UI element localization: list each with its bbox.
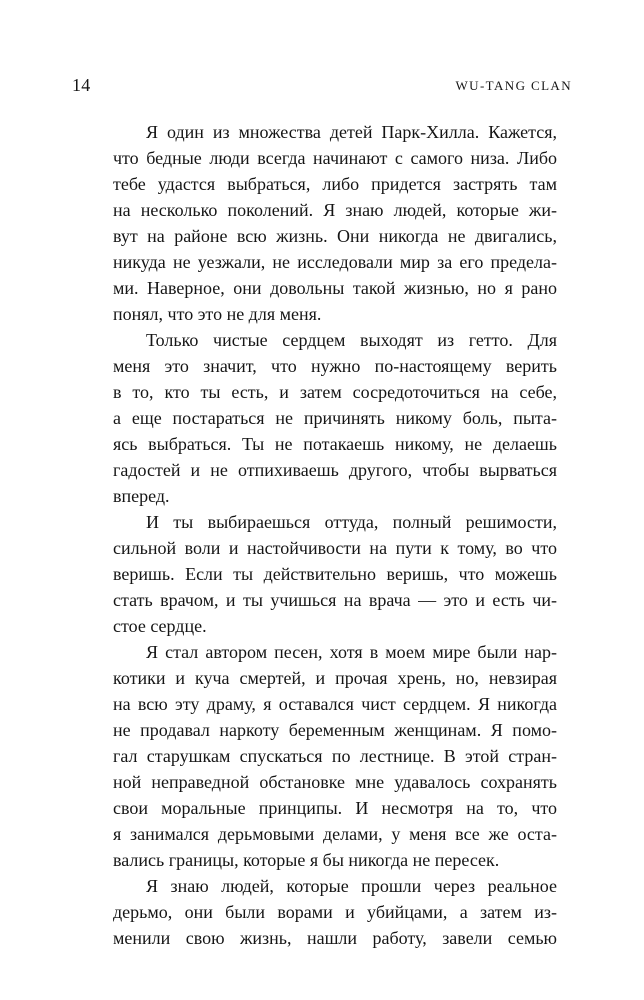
text-line: дерьмо, они были ворами и убийцами, а затем из-	[113, 902, 557, 922]
text-line: сильной воли и настойчивости на пути к тому, во что	[113, 538, 557, 558]
text-line: тебе удастся выбраться, либо придется застрять там	[113, 174, 557, 194]
text-line: вут на районе всю жизнь. Они никогда не двигались,	[113, 226, 557, 246]
text-line: я занимался дерьмовыми делами, у меня все же оста-	[113, 824, 557, 844]
text-line: менили свою жизнь, нашли работу, завели семью	[113, 928, 557, 948]
text-line: в то, кто ты есть, и затем сосредоточиться на себе,	[113, 382, 557, 402]
text-line: ясь выбраться. Ты не потакаешь никому, не делаешь	[113, 434, 557, 454]
text-line: вперед.	[113, 486, 170, 506]
text-line: Я знаю людей, которые прошли через реальное	[146, 876, 557, 896]
text-line: Только чистые сердцем выходят из гетто. Для	[146, 330, 557, 350]
text-line: стать врачом, и ты учишься на врача — это и есть чи-	[113, 590, 557, 610]
text-line: гал старушкам спускаться по лестнице. В этой стран-	[113, 746, 557, 766]
text-line: понял, что это не для меня.	[113, 304, 322, 324]
text-line: И ты выбираешься оттуда, полный решимости,	[146, 512, 557, 532]
text-line: веришь. Если ты действительно веришь, что можешь	[113, 564, 557, 584]
text-line: меня это значит, что нужно по-настоящему верить	[113, 356, 557, 376]
text-line: котики и куча смертей, и прочая хрень, но, невзирая	[113, 668, 557, 688]
text-line: на несколько поколений. Я знаю людей, которые жи-	[113, 200, 557, 220]
text-line: свои моральные принципы. И несмотря на то, что	[113, 798, 557, 818]
text-line: ной неправедной обстановке мне удавалось сохранять	[113, 772, 557, 792]
text-line: не продавал наркоту беременным женщинам. Я помо-	[113, 720, 557, 740]
text-line: ми. Наверное, они довольны такой жизнью, но я рано	[113, 278, 557, 298]
text-line: что бедные люди всегда начинают с самого низа. Либо	[113, 148, 557, 168]
text-line: гадостей и не отпихиваешь другого, чтобы вырваться	[113, 460, 557, 480]
text-line: на всю эту драму, я оставался чист сердцем. Я никогда	[113, 694, 557, 714]
body-text	[113, 119, 557, 951]
text-line: никуда не уезжали, не исследовали мир за его предела-	[113, 252, 557, 272]
text-line: стое сердце.	[113, 616, 207, 636]
running-header	[72, 74, 572, 98]
text-line: Я один из множества детей Парк-Хилла. Кажется,	[146, 122, 557, 142]
text-line: вались границы, которые я бы никогда не пересек.	[113, 850, 500, 870]
text-line: а еще постараться не причинять никому боль, пыта-	[113, 408, 557, 428]
page-number: 14	[72, 75, 91, 95]
text-line: Я стал автором песен, хотя в моем мире были нар-	[146, 642, 557, 662]
book-title: WU-TANG CLAN	[455, 78, 572, 93]
